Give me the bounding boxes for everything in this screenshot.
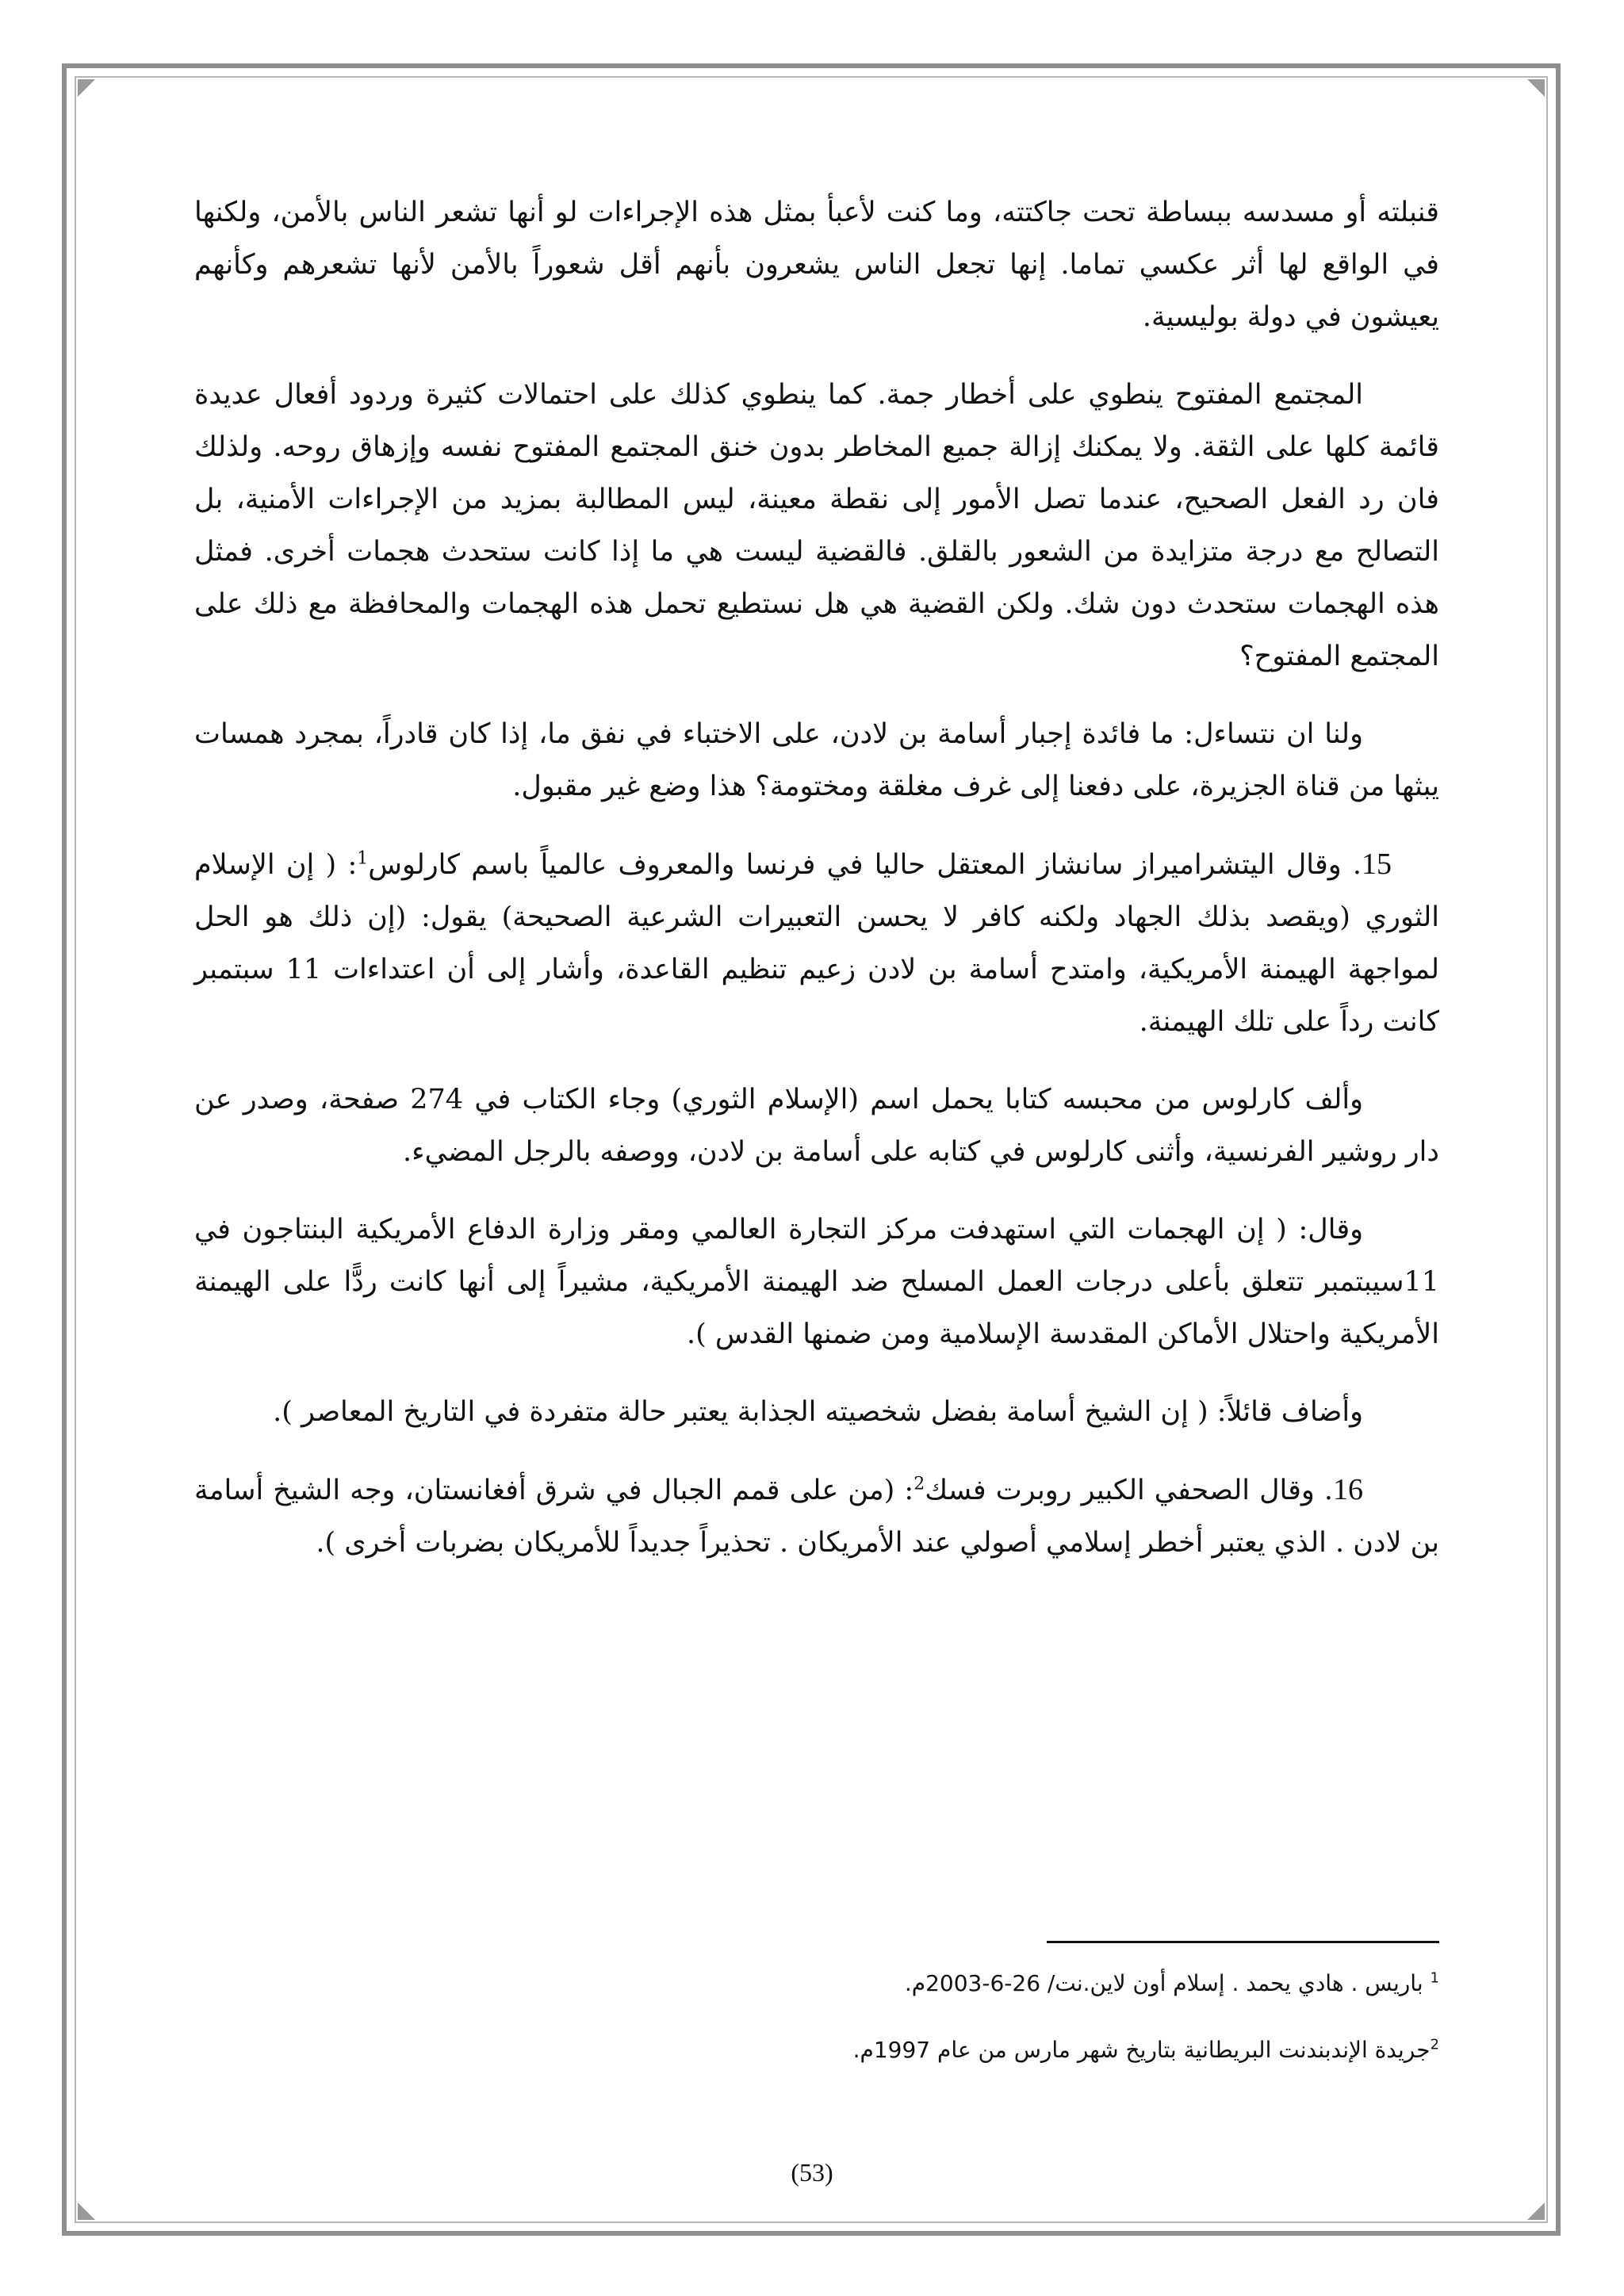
paragraph: قنبلته أو مسدسه ببساطة تحت جاكتته، وما كنت لأعبأ بمثل هذه الإجراءات لو أنها تشعر الناس بالأمن، ولكنها في الواقع لها أثر عكسي تماما. إنها تجعل الناس يشعرون بأنهم أقل شعوراً بالأمن لأنها تشعرهم وكأنهم يعيشون في دولة بوليسية. <box>194 197 1439 333</box>
paragraph: وقال: ( إن الهجمات التي استهدفت مركز التجارة العالمي ومقر وزارة الدفاع الأمريكية البنتاجون في 11سيبتمبر تتعلق بأعلى درجات العمل المسلح ضد الهيمنة الأمريكية، مشيراً إلى أنها كانت ردًّا على الهيمنة الأمريكية واحتلال الأماكن المقدسة الإسلامية ومن ضمنها القدس ). <box>194 1214 1439 1350</box>
corner-ornament-icon <box>1527 79 1545 97</box>
paragraph-number: 16 <box>1333 1473 1363 1506</box>
footnote <box>567 1966 1439 2001</box>
footnote-mark: 2 <box>1430 2036 1439 2053</box>
paragraph: وأضاف قائلاً: ( إن الشيخ أسامة بفضل شخصيته الجذابة يعتبر حالة متفردة في التاريخ المعاصر ). <box>273 1396 1363 1428</box>
paragraph-text: : ( إن الإسلام الثوري (ويقصد بذلك الجهاد ولكنه كافر لا يحسن التعبيرات الشرعية الصحيحة) يقول: (إن ذلك هو الحل لمواجهة الهيمنة الأمريكية، وامتدح أسامة بن لادن زعيم تنظيم القاعدة، وأشار إلى أن اعتداءات 11 سبتمبر كانت رداً على تلك الهيمنة. <box>194 849 1439 1038</box>
paragraph-text: . وقال اليتشراميراز سانشاز المعتقل حاليا في فرنسا والمعروف عالمياً باسم كارلوس <box>368 849 1362 881</box>
footnote-text: باريس . هادي يحمد . إسلام أون لاين.نت/ 26-6-2003م. <box>904 1970 1431 1996</box>
numbered-paragraph <box>194 838 1439 1048</box>
paragraph: وألف كارلوس من محبسه كتابا يحمل اسم (الإسلام الثوري) وجاء الكتاب في 274 صفحة، وصدر عن دار روشير الفرنسية، وأثنى كارلوس في كتابه على أسامة بن لادن، ووصفه بالرجل المضيء. <box>194 1084 1439 1168</box>
corner-ornament-icon <box>78 79 95 97</box>
paragraph: ولنا ان نتساءل: ما فائدة إجبار أسامة بن لادن، على الاختباء في نفق ما، إذا كان قادراً، بمجرد همسات يبثها من قناة الجزيرة، على دفعنا إلى غرف مغلقة ومختومة؟ هذا وضع غير مقبول. <box>194 718 1439 802</box>
footnote-text: جريدة الإندبندنت البريطانية بتاريخ شهر مارس من عام 1997م. <box>852 2037 1431 2063</box>
footnote-reference[interactable]: 1 <box>357 848 369 869</box>
corner-ornament-icon <box>78 2202 95 2220</box>
footnotes <box>567 1966 1439 2099</box>
corner-ornament-icon <box>1527 2202 1545 2220</box>
paragraph-text: : (من على قمم الجبال في شرق أفغانستان، وجه الشيخ أسامة بن لادن . الذي يعتبر أخطر إسلامي أصولي عند الأمريكان . تحذيراً جديداً للأمريكان بضربات أخرى ). <box>194 1475 1439 1559</box>
page-number: (53) <box>791 2158 833 2187</box>
footnote-mark: 1 <box>1430 1969 1439 1987</box>
footnote-separator <box>1047 1941 1439 1943</box>
paragraph: المجتمع المفتوح ينطوي على أخطار جمة. كما ينطوي كذلك على احتمالات كثيرة وردود أفعال عديدة قائمة كلها على الثقة. ولا يمكنك إزالة جميع المخاطر بدون خنق المجتمع المفتوح نفسه وإزهاق روحه. ولذلك فان رد الفعل الصحيح، عندما تصل الأمور إلى نقطة معينة، ليس المطالبة بمزيد من الإجراءات الأمنية، بل التصالح مع درجة متزايدة من الشعور بالقلق. فالقضية ليست هي ما إذا كانت ستحدث هجمات أخرى. فمثل هذه الهجمات ستحدث دون شك. ولكن القضية هي هل نستطيع تحمل هذه الهجمات والمحافظة مع ذلك على المجتمع المفتوح؟ <box>194 379 1439 672</box>
footnote-reference[interactable]: 2 <box>914 1474 925 1494</box>
paragraph-number: 15 <box>1362 848 1392 881</box>
body-text <box>194 186 1439 1594</box>
paragraph-text: . وقال الصحفي الكبير روبرت فسك <box>925 1475 1333 1506</box>
footnote <box>567 2033 1439 2068</box>
numbered-paragraph <box>194 1464 1439 1569</box>
